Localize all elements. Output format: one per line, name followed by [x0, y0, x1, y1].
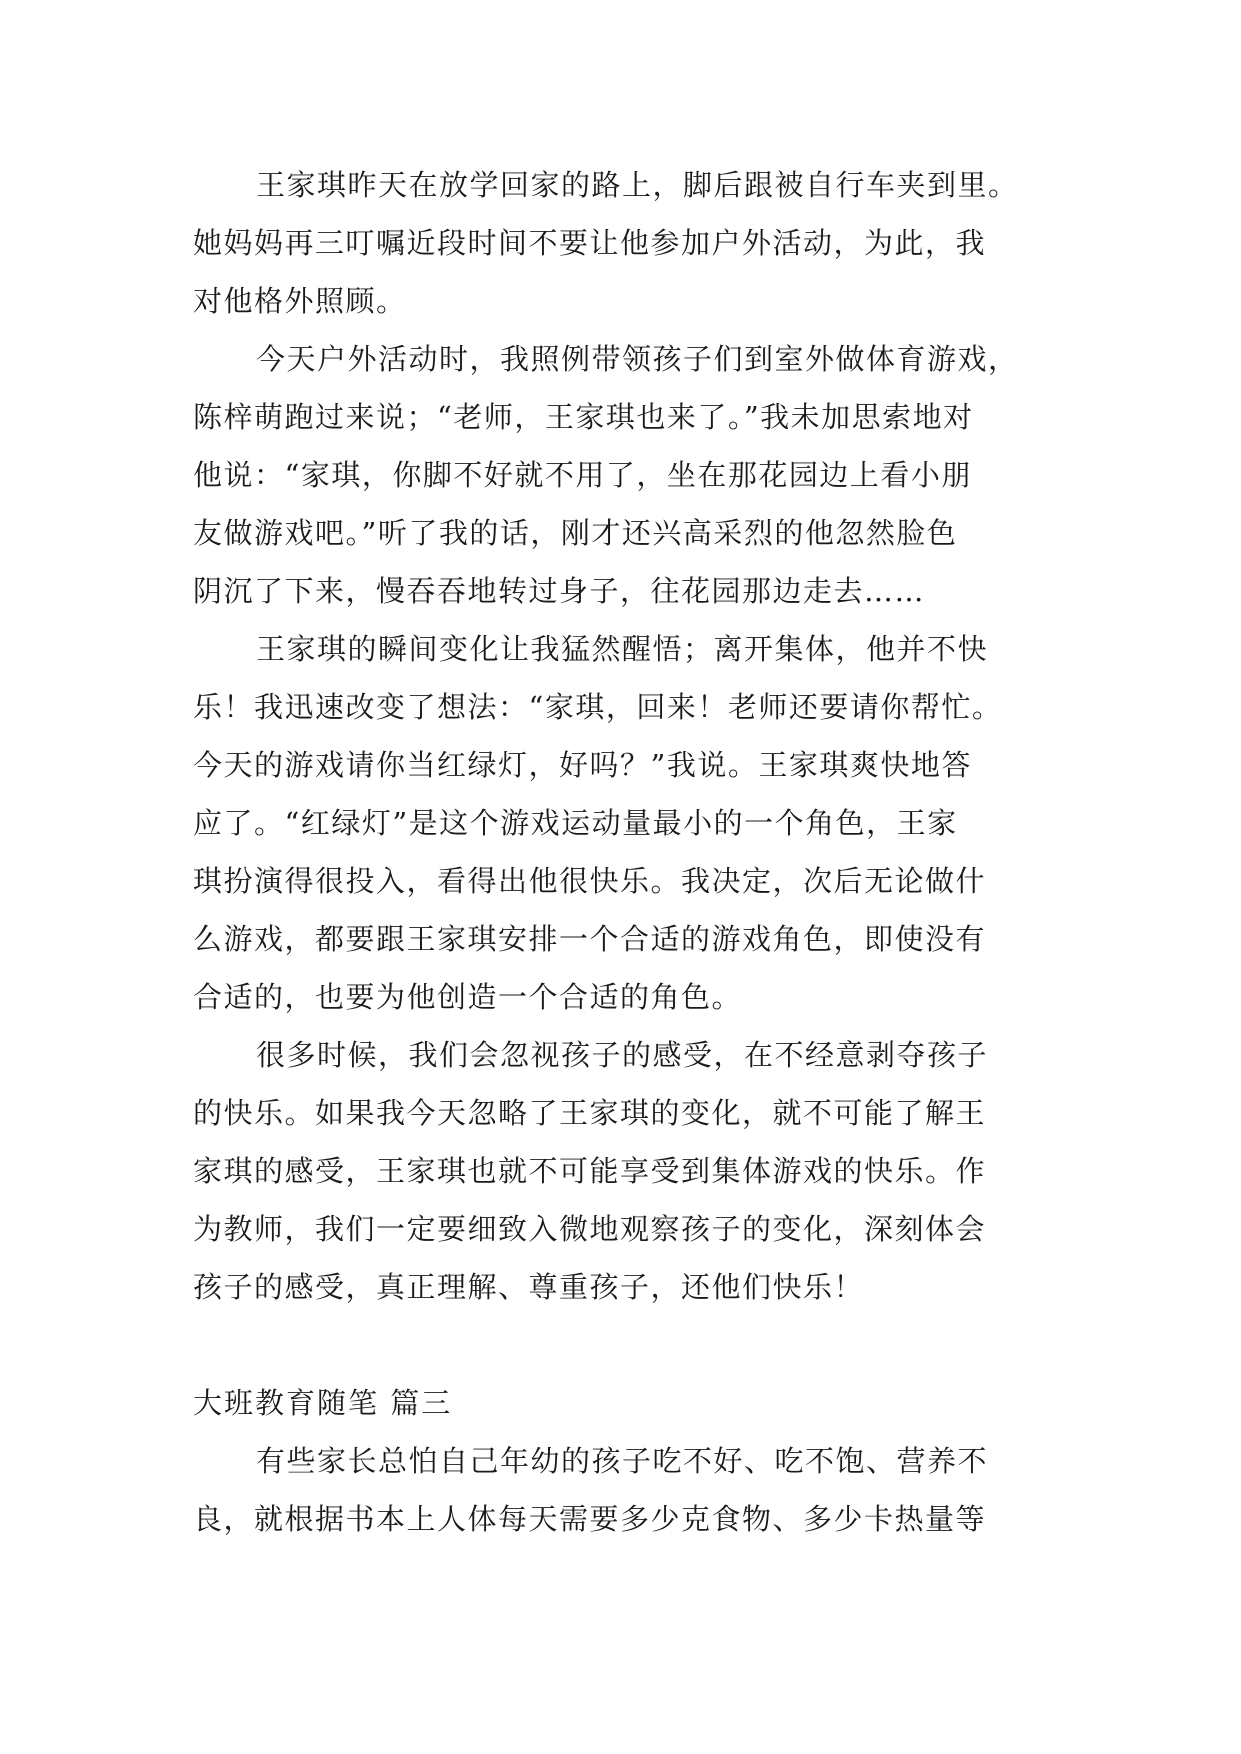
paragraph-line: 么游戏，都要跟王家琪安排一个合适的游戏角色，即使没有	[193, 922, 987, 956]
paragraph-line: 家琪的感受，王家琪也就不可能享受到集体游戏的快乐。作	[193, 1154, 987, 1188]
paragraph-line: 应了。“红绿灯”是这个游戏运动量最小的一个角色，王家	[193, 806, 958, 840]
paragraph-line: 友做游戏吧。”听了我的话，刚才还兴高采烈的他忽然脸色	[193, 516, 958, 550]
paragraph-line: 王家琪的瞬间变化让我猛然醒悟；离开集体，他并不快	[256, 632, 989, 666]
paragraph-line: 她妈妈再三叮嘱近段时间不要让他参加户外活动，为此，我	[193, 226, 987, 260]
paragraph-line: 今天的游戏请你当红绿灯，好吗？”我说。王家琪爽快地答	[193, 748, 972, 782]
paragraph-line: 对他格外照顾。	[193, 284, 407, 318]
paragraph-line: 合适的，也要为他创造一个合适的角色。	[193, 980, 743, 1014]
paragraph-line: 良，就根据书本上人体每天需要多少克食物、多少卡热量等	[193, 1502, 987, 1536]
paragraph-line: 陈梓萌跑过来说；“老师，王家琪也来了。”我未加思索地对	[193, 400, 974, 434]
paragraph-line: 他说：“家琪，你脚不好就不用了，坐在那花园边上看小朋	[193, 458, 972, 492]
paragraph-line: 有些家长总怕自己年幼的孩子吃不好、吃不饱、营养不	[256, 1444, 989, 1478]
paragraph-line: 为教师，我们一定要细致入微地观察孩子的变化，深刻体会	[193, 1212, 987, 1246]
section-heading: 大班教育随笔 篇三	[193, 1386, 453, 1420]
paragraph-line: 今天户外活动时，我照例带领孩子们到室外做体育游戏，	[256, 342, 1019, 376]
paragraph-line: 琪扮演得很投入，看得出他很快乐。我决定，次后无论做什	[193, 864, 987, 898]
paragraph-line: 的快乐。如果我今天忽略了王家琪的变化，就不可能了解王	[193, 1096, 987, 1130]
paragraph-line: 乐！我迅速改变了想法：“家琪，回来！老师还要请你帮忙。	[193, 690, 1003, 724]
paragraph-line: 孩子的感受，真正理解、尊重孩子，还他们快乐！	[193, 1270, 865, 1304]
paragraph-line: 王家琪昨天在放学回家的路上，脚后跟被自行车夹到里。	[256, 168, 1019, 202]
paragraph-line: 阴沉了下来，慢吞吞地转过身子，往花园那边走去……	[193, 574, 926, 608]
paragraph-line: 很多时候，我们会忽视孩子的感受，在不经意剥夺孩子	[256, 1038, 989, 1072]
